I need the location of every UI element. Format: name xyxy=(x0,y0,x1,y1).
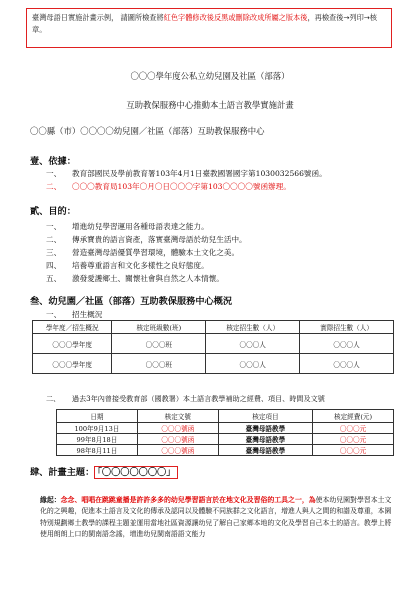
section-goals-heading: 貳、目的： xyxy=(30,206,76,217)
basis-item-2-num: 二、 xyxy=(46,182,62,191)
section-basis-heading: 壹、依據： xyxy=(30,156,76,167)
table-header-cell: 核定經費(元) xyxy=(313,410,394,423)
table-cell: 98年8月11日 xyxy=(57,445,138,456)
basis-item-2 xyxy=(46,181,291,192)
overview-sub1-num: 一、 xyxy=(46,310,62,319)
table-cell: 〇〇〇號函 xyxy=(137,445,218,456)
table-header-row xyxy=(57,410,394,423)
table-header-cell: 日期 xyxy=(57,410,138,423)
goal-item-5-num: 五、 xyxy=(46,274,62,283)
section-overview-heading: 叁、幼兒園／社區（部落）互助教保服務中心概況 xyxy=(30,296,233,307)
table-cell: 〇〇〇元 xyxy=(313,423,394,434)
origin-paragraph xyxy=(40,495,395,541)
table-cell: 99年8月18日 xyxy=(57,434,138,445)
origin-text: 使本幼兒園對學習本土文化的之興趣，促進本土語言及文化的傳承及認同以及體驗不同族群之文化語言，增進人與人之間的和諧及尊重，本園特別規劃鄉土教學的課程主題並運用當地社區資源讓幼兒了解自己家鄉本地的文化及學習自己本土的語言。教學上將使用朗朗上口的閩南語念謠，增進幼兒閩南語語文能力 xyxy=(40,496,392,539)
goal-item-2-text: 傳承寶貴的語言資產，落實臺灣母語於幼兒生活中。 xyxy=(72,235,247,244)
basis-item-1-text: 教育部國民及學前教育署103年4月1日臺教國署國字第1030032566號函。 xyxy=(72,169,327,178)
basis-item-1 xyxy=(46,168,327,179)
goal-item-4 xyxy=(46,260,209,271)
table-cell: 〇〇〇元 xyxy=(313,445,394,456)
origin-label: 緣起： xyxy=(40,496,61,504)
table-cell: 臺灣母語教學 xyxy=(218,423,312,434)
overview-sub1 xyxy=(46,309,102,320)
overview-sub2-num: 二、 xyxy=(46,394,61,403)
table-cell: 臺灣母語教學 xyxy=(218,434,312,445)
goal-item-3-text: 營造臺灣母語優質學習環境，體驗本土文化之美。 xyxy=(72,248,240,257)
table-cell: 臺灣母語教學 xyxy=(218,445,312,456)
table-header-cell: 核定招生數（人） xyxy=(206,321,300,334)
table-cell: 〇〇〇學年度 xyxy=(33,334,112,354)
table-cell: 〇〇〇人 xyxy=(300,334,394,354)
table-cell: 〇〇〇號函 xyxy=(137,434,218,445)
overview-sub2 xyxy=(46,394,325,404)
notice-text-2: ，再檢查後→列印→核章。 xyxy=(32,13,377,34)
table-cell: 〇〇〇班 xyxy=(112,334,206,354)
table-header-cell: 核定文號 xyxy=(137,410,218,423)
goal-item-2-num: 二、 xyxy=(46,235,62,244)
table-cell: 〇〇〇學年度 xyxy=(33,354,112,374)
table-cell: 〇〇〇班 xyxy=(112,354,206,374)
goal-item-2 xyxy=(46,234,247,245)
overview-sub2-text: 過去3年內曾接受教育部（國教署）本土語言教學補助之經費、項目、時間及文號 xyxy=(72,394,325,403)
overview-sub1-text: 招生概況 xyxy=(72,310,103,319)
table-cell: 〇〇〇人 xyxy=(300,354,394,374)
table-cell: 〇〇〇元 xyxy=(313,434,394,445)
theme-value: 「〇〇〇〇〇〇〇」 xyxy=(94,466,178,479)
enrollment-table xyxy=(32,320,394,374)
table-header-cell: 核定班級數(班) xyxy=(112,321,206,334)
goal-item-5 xyxy=(46,273,224,284)
basis-item-1-num: 一、 xyxy=(46,169,62,178)
table-header-cell: 核定項目 xyxy=(218,410,312,423)
goal-item-3 xyxy=(46,247,239,258)
table-cell: 〇〇〇人 xyxy=(206,334,300,354)
goal-item-1 xyxy=(46,221,209,232)
table-header-row xyxy=(33,321,394,334)
table-row xyxy=(57,434,394,445)
origin-red-text: 念念、唱唱在跳跳童播是許許多多的幼兒學習語言於在地文化及習俗的工具之一，為 xyxy=(60,496,316,504)
basis-item-2-text: 〇〇〇教育局103年〇月〇日〇〇〇字第103〇〇〇〇號函辦理。 xyxy=(72,182,291,191)
section-theme-heading: 肆、計畫主題： xyxy=(30,467,95,478)
table-header-cell: 學年度／招生概況 xyxy=(33,321,112,334)
org-line: 〇〇縣（市）〇〇〇〇幼兒園／社區（部落）互助教保服務中心 xyxy=(30,126,265,136)
table-cell: 100年9月13日 xyxy=(57,423,138,434)
doc-title-line1: 〇〇〇學年度公私立幼兒園及社區（部落） xyxy=(130,71,290,81)
goal-item-4-text: 培養尊重語言和文化多樣性之良好態度。 xyxy=(72,261,209,270)
table-row xyxy=(33,354,394,374)
subsidy-table xyxy=(56,409,394,456)
table-cell: 〇〇〇人 xyxy=(206,354,300,374)
table-header-cell: 實際招生數（人） xyxy=(300,321,394,334)
notice-box xyxy=(26,8,392,48)
table-row xyxy=(57,423,394,434)
section-theme xyxy=(30,464,178,478)
goal-item-5-text: 激發愛護鄉土、關懷社會與自然之人本情懷。 xyxy=(72,274,224,283)
notice-text-red: 紅色字體修改後反黑或刪除改成所屬之版本後 xyxy=(163,13,308,22)
goal-item-3-num: 三、 xyxy=(46,248,62,257)
table-row xyxy=(33,334,394,354)
doc-title-line2: 互助教保服務中心推動本土語言教學實施計畫 xyxy=(126,100,294,110)
goal-item-4-num: 四、 xyxy=(46,261,62,270)
goal-item-1-text: 增進幼兒學習運用各種母語表達之能力。 xyxy=(72,222,209,231)
goal-item-1-num: 一、 xyxy=(46,222,62,231)
table-row xyxy=(57,445,394,456)
table-cell: 〇〇〇號函 xyxy=(137,423,218,434)
notice-text-1: 臺灣母語日實施計畫示例， 請圖所檢查將 xyxy=(32,13,164,22)
